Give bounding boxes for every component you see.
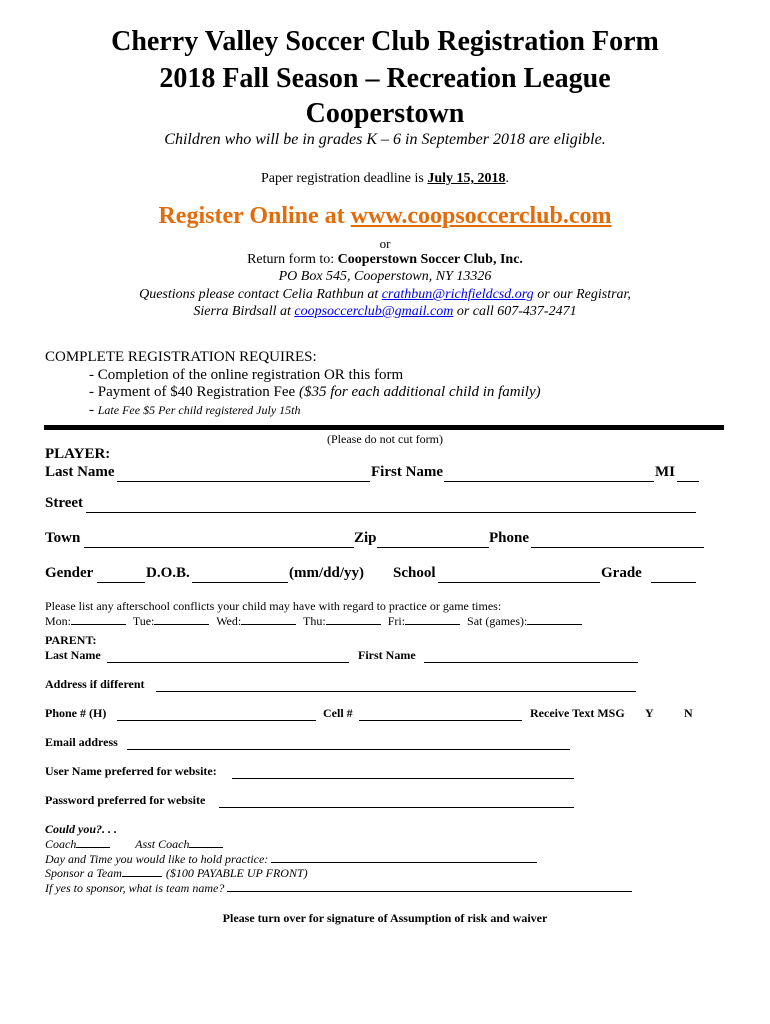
asst-coach-label: Asst Coach	[135, 837, 190, 851]
form-title-line2: 2018 Fall Season – Recreation League	[159, 63, 611, 94]
return-address: PO Box 545, Cooperstown, NY 13326	[278, 269, 492, 284]
questions-line2	[0, 304, 770, 320]
address-field[interactable]	[156, 690, 636, 692]
requirement-fee-text: - Payment of $40 Registration Fee	[89, 384, 299, 400]
requirement-late-fee	[89, 402, 300, 419]
team-name-row	[45, 881, 632, 896]
receive-text-label: Receive Text MSG	[530, 706, 625, 720]
school-field[interactable]	[438, 581, 600, 583]
requirement-online: - Completion of the online registration OR this form	[89, 367, 404, 383]
zip-label: Zip	[354, 530, 377, 546]
tue-label: Tue:	[132, 614, 155, 628]
player-first-name-label: First Name	[371, 464, 444, 480]
deadline-date: July 15, 2018	[427, 171, 506, 186]
gender-field[interactable]	[97, 581, 145, 583]
phone-label: Phone	[489, 530, 530, 546]
practice-time-label: Day and Time you would like to hold practice:	[45, 852, 269, 866]
email-field[interactable]	[127, 748, 570, 750]
password-label: Password preferred for website	[45, 793, 206, 807]
wed-field[interactable]	[241, 623, 296, 625]
town-label: Town	[45, 530, 81, 546]
requirements-heading: COMPLETE REGISTRATION REQUIRES:	[45, 349, 317, 365]
questions-line2-prefix: Sierra Birdsall at	[193, 304, 295, 319]
sponsor-note: ($100 PAYABLE UP FRONT)	[165, 866, 308, 880]
return-org: Cooperstown Soccer Club, Inc.	[337, 252, 523, 267]
player-first-name-field[interactable]	[444, 480, 654, 482]
grade-field[interactable]	[651, 581, 696, 583]
practice-time-field[interactable]	[271, 861, 537, 863]
parent-heading: PARENT:	[45, 633, 97, 647]
zip-field[interactable]	[377, 546, 489, 548]
coach-row	[45, 837, 223, 852]
form-title-line1: Cherry Valley Soccer Club Registration Form	[111, 26, 659, 57]
team-name-field[interactable]	[227, 890, 632, 892]
questions-suffix: or our Registrar,	[533, 287, 631, 302]
register-online-prefix: Register Online at	[158, 203, 351, 229]
register-online-line	[0, 203, 770, 230]
cell-label: Cell #	[323, 706, 353, 720]
questions-line2-suffix: or call 607-437-2471	[453, 304, 577, 319]
parent-last-name-label: Last Name	[45, 648, 101, 662]
thu-label: Thu:	[303, 614, 326, 628]
form-title-line3: Cooperstown	[305, 98, 465, 129]
sat-field[interactable]	[527, 623, 582, 625]
late-fee-text: Late Fee $5 Per child registered July 15th	[97, 403, 301, 417]
parent-last-name-field[interactable]	[107, 661, 349, 663]
team-name-label: If yes to sponsor, what is team name?	[45, 881, 225, 895]
wed-label: Wed:	[216, 614, 242, 628]
cut-note: (Please do not cut form)	[327, 432, 443, 446]
password-field[interactable]	[219, 806, 574, 808]
email-label: Email address	[45, 735, 118, 749]
coach-label: Coach	[45, 837, 77, 851]
player-mi-field[interactable]	[677, 480, 699, 482]
tue-field[interactable]	[154, 623, 209, 625]
receive-text-no[interactable]: N	[684, 706, 693, 720]
parent-first-name-label: First Name	[358, 648, 416, 662]
return-line	[0, 252, 770, 268]
player-heading: PLAYER:	[45, 446, 111, 462]
parent-first-name-field[interactable]	[424, 661, 638, 663]
questions-prefix: Questions please contact Celia Rathbun at	[139, 287, 382, 302]
requirement-fee-note: ($35 for each additional child in family)	[298, 384, 541, 400]
conflicts-prompt: Please list any afterschool conflicts your child may have with regard to practice or game times:	[45, 599, 502, 613]
questions-line1	[0, 287, 770, 303]
player-last-name-label: Last Name	[45, 464, 115, 480]
cell-field[interactable]	[359, 719, 522, 721]
deadline-prefix: Paper registration deadline is	[260, 171, 428, 186]
dob-field[interactable]	[192, 581, 288, 583]
fri-field[interactable]	[405, 623, 460, 625]
dob-label: D.O.B.	[146, 565, 190, 581]
player-mi-label: MI	[655, 464, 675, 480]
home-phone-label: Phone # (H)	[45, 706, 107, 720]
asst-coach-field[interactable]	[189, 846, 223, 848]
or-text: or	[379, 236, 391, 251]
school-label: School	[393, 565, 436, 581]
player-last-name-field[interactable]	[117, 480, 370, 482]
eligibility-note: Children who will be in grades K – 6 in September 2018 are eligible.	[164, 131, 606, 148]
town-field[interactable]	[84, 546, 354, 548]
email-link-crathbun[interactable]: crathbun@richfieldcsd.org	[381, 287, 534, 302]
sponsor-label: Sponsor a Team	[45, 866, 122, 880]
sponsor-field[interactable]	[122, 875, 162, 877]
deadline-line	[0, 171, 770, 187]
register-online-link[interactable]: www.coopsoccerclub.com	[350, 203, 612, 229]
mon-field[interactable]	[71, 623, 126, 625]
email-link-coopsoccerclub[interactable]: coopsoccerclub@gmail.com	[294, 304, 454, 319]
thu-field[interactable]	[326, 623, 381, 625]
coach-field[interactable]	[76, 846, 110, 848]
sat-label: Sat (games):	[467, 614, 528, 628]
return-prefix: Return form to:	[247, 252, 338, 267]
grade-label: Grade	[601, 565, 642, 581]
requirement-fee	[89, 384, 541, 401]
address-label: Address if different	[45, 677, 145, 691]
conflicts-row	[45, 614, 582, 629]
mon-label: Mon:	[45, 614, 72, 628]
receive-text-yes[interactable]: Y	[645, 706, 654, 720]
home-phone-field[interactable]	[117, 719, 316, 721]
fri-label: Fri:	[387, 614, 406, 628]
street-label: Street	[45, 495, 84, 511]
street-field[interactable]	[86, 511, 696, 513]
footer-note: Please turn over for signature of Assumption of risk and waiver	[222, 911, 548, 925]
deadline-suffix: .	[505, 171, 510, 186]
practice-time-row	[45, 852, 537, 867]
late-fee-dash: -	[89, 402, 98, 418]
gender-label: Gender	[45, 565, 94, 581]
cut-divider	[44, 425, 724, 430]
sponsor-row	[45, 866, 308, 881]
username-field[interactable]	[232, 777, 574, 779]
dob-format-hint: (mm/dd/yy)	[289, 565, 364, 581]
username-label: User Name preferred for website:	[45, 764, 217, 778]
volunteer-heading: Could you?. . .	[45, 822, 118, 836]
phone-field[interactable]	[531, 546, 704, 548]
